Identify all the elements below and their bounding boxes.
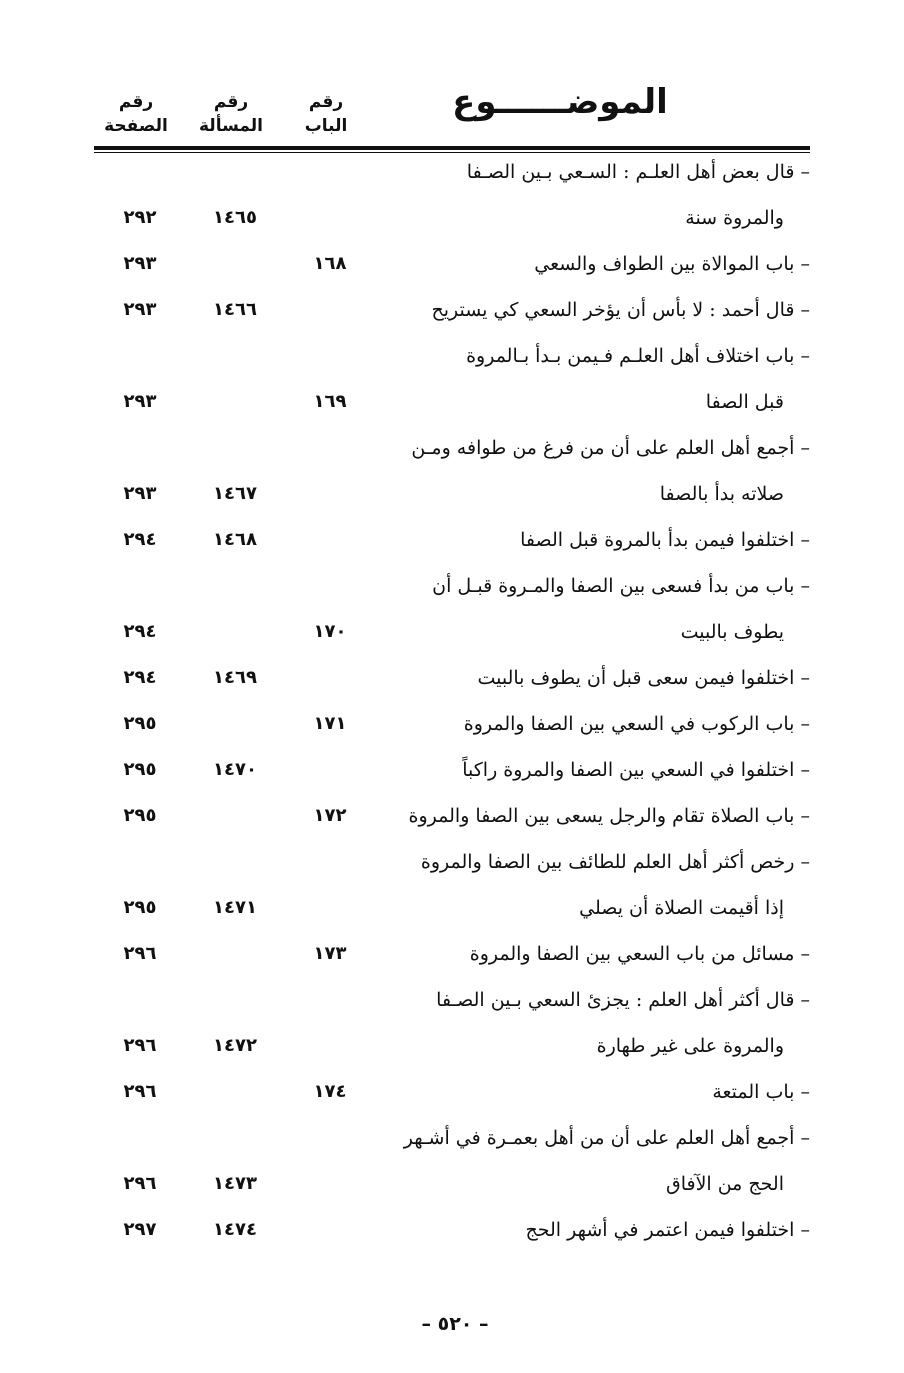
- row-page-number: ٢٩٥: [123, 713, 157, 734]
- row-page-number: ٢٩٦: [123, 1173, 157, 1194]
- topic-column-header: الموضــــــوع: [452, 82, 668, 122]
- index-row: [94, 244, 810, 284]
- row-page-number: ٢٩٧: [123, 1219, 157, 1240]
- row-page-number: ٢٩٤: [123, 667, 157, 688]
- index-row: [94, 980, 810, 1020]
- page-header-line2: الصفحة: [104, 116, 168, 136]
- row-topic: – باب اختلاف أهل العلـم فـيمن بـدأ بـالمروة: [466, 345, 810, 367]
- row-page-number: ٢٩٤: [123, 621, 157, 642]
- row-topic: – قال بعض أهل العلـم : السـعي بـين الصـفا: [466, 161, 810, 183]
- row-issue-number: ١٤٧٣: [213, 1173, 257, 1194]
- page-header-line1: رقم: [118, 92, 154, 112]
- row-page-number: ٢٩٤: [123, 529, 157, 550]
- row-topic: – اختلفوا فيمن سعى قبل أن يطوف بالبيت: [477, 667, 810, 689]
- page-number-header: [96, 90, 176, 138]
- row-page-number: ٢٩٥: [123, 897, 157, 918]
- row-page-number: ٢٩٥: [123, 759, 157, 780]
- index-row: [94, 290, 810, 330]
- row-issue-number: ١٤٧٠: [213, 759, 257, 780]
- index-row: [94, 1026, 810, 1066]
- row-page-number: ٢٩٣: [123, 299, 157, 320]
- row-chapter-number: ١٧١: [313, 713, 347, 734]
- row-page-number: ٢٩٢: [123, 207, 157, 228]
- row-topic: – باب الصلاة تقام والرجل يسعى بين الصفا والمروة: [408, 805, 810, 827]
- row-issue-number: ١٤٧٢: [213, 1035, 257, 1056]
- row-topic: – أجمع أهل العلم على أن من فرغ من طوافه ومـن: [411, 437, 810, 459]
- index-row: [94, 612, 810, 652]
- row-topic: والمروة على غير طهارة: [596, 1035, 784, 1057]
- index-row: [94, 152, 810, 192]
- row-issue-number: ١٤٦٧: [213, 483, 257, 504]
- row-topic: – باب الركوب في السعي بين الصفا والمروة: [463, 713, 810, 735]
- index-row: [94, 1164, 810, 1204]
- row-issue-number: ١٤٧١: [213, 897, 257, 918]
- footer-page-number: – ٥٢٠ –: [421, 1313, 489, 1335]
- index-row: [94, 658, 810, 698]
- row-chapter-number: ١٧٢: [313, 805, 347, 826]
- row-chapter-number: ١٧٠: [313, 621, 347, 642]
- row-topic: – اختلفوا فيمن اعتمر في أشهر الحج: [525, 1219, 810, 1241]
- row-chapter-number: ١٧٤: [313, 1081, 347, 1102]
- row-chapter-number: ١٧٣: [313, 943, 347, 964]
- row-topic: – رخص أكثر أهل العلم للطائف بين الصفا والمروة: [420, 851, 810, 873]
- row-topic: والمروة سنة: [685, 207, 784, 229]
- row-topic: الحج من الآفاق: [665, 1173, 784, 1195]
- row-topic: – باب المتعة: [712, 1081, 810, 1103]
- index-row: [94, 1118, 810, 1158]
- row-topic: إذا أقيمت الصلاة أن يصلي: [579, 897, 784, 919]
- row-issue-number: ١٤٦٦: [213, 299, 257, 320]
- index-row: [94, 704, 810, 744]
- index-row: [94, 382, 810, 422]
- index-row: [94, 428, 810, 468]
- issue-header-line1: رقم: [213, 92, 249, 112]
- row-topic: – قال أحمد : لا بأس أن يؤخر السعي كي يستريح: [431, 299, 810, 321]
- index-row: [94, 566, 810, 606]
- index-row: [94, 796, 810, 836]
- row-page-number: ٢٩٣: [123, 253, 157, 274]
- index-row: [94, 888, 810, 928]
- issue-header-line2: المسألة: [199, 116, 263, 136]
- row-topic: – باب الموالاة بين الطواف والسعي: [534, 253, 810, 275]
- row-topic: – اختلفوا فيمن بدأ بالمروة قبل الصفا: [520, 529, 810, 551]
- row-topic: قبل الصفا: [705, 391, 784, 413]
- index-row: [94, 1210, 810, 1250]
- chapter-number-header: [286, 90, 366, 138]
- row-chapter-number: ١٦٨: [313, 253, 347, 274]
- row-topic: – قال أكثر أهل العلم : يجزئ السعي بـين الصـفا: [436, 989, 810, 1011]
- index-row: [94, 934, 810, 974]
- index-row: [94, 750, 810, 790]
- row-page-number: ٢٩٣: [123, 483, 157, 504]
- index-row: [94, 198, 810, 238]
- row-topic: – اختلفوا في السعي بين الصفا والمروة راكباً: [462, 759, 810, 781]
- row-chapter-number: ١٦٩: [313, 391, 347, 412]
- chapter-header-line2: الباب: [304, 116, 348, 136]
- row-topic: يطوف بالبيت: [680, 621, 784, 643]
- row-topic: – أجمع أهل العلم على أن من أهل بعمـرة في أشـهر: [403, 1127, 810, 1149]
- row-issue-number: ١٤٦٨: [213, 529, 257, 550]
- index-row: [94, 474, 810, 514]
- row-page-number: ٢٩٦: [123, 1035, 157, 1056]
- chapter-header-line1: رقم: [308, 92, 344, 112]
- header-rule-thick: [94, 146, 810, 150]
- row-topic: – باب من بدأ فسعى بين الصفا والمـروة قبـل أن: [432, 575, 810, 597]
- row-topic: صلاته بدأ بالصفا: [659, 483, 784, 505]
- index-row: [94, 842, 810, 882]
- index-row: [94, 1072, 810, 1112]
- row-topic: – مسائل من باب السعي بين الصفا والمروة: [469, 943, 810, 965]
- row-page-number: ٢٩٣: [123, 391, 157, 412]
- index-row: [94, 336, 810, 376]
- row-page-number: ٢٩٦: [123, 1081, 157, 1102]
- row-issue-number: ١٤٦٥: [213, 207, 257, 228]
- index-row: [94, 520, 810, 560]
- row-issue-number: ١٤٧٤: [213, 1219, 257, 1240]
- row-page-number: ٢٩٦: [123, 943, 157, 964]
- issue-number-header: [186, 90, 276, 138]
- row-page-number: ٢٩٥: [123, 805, 157, 826]
- row-issue-number: ١٤٦٩: [213, 667, 257, 688]
